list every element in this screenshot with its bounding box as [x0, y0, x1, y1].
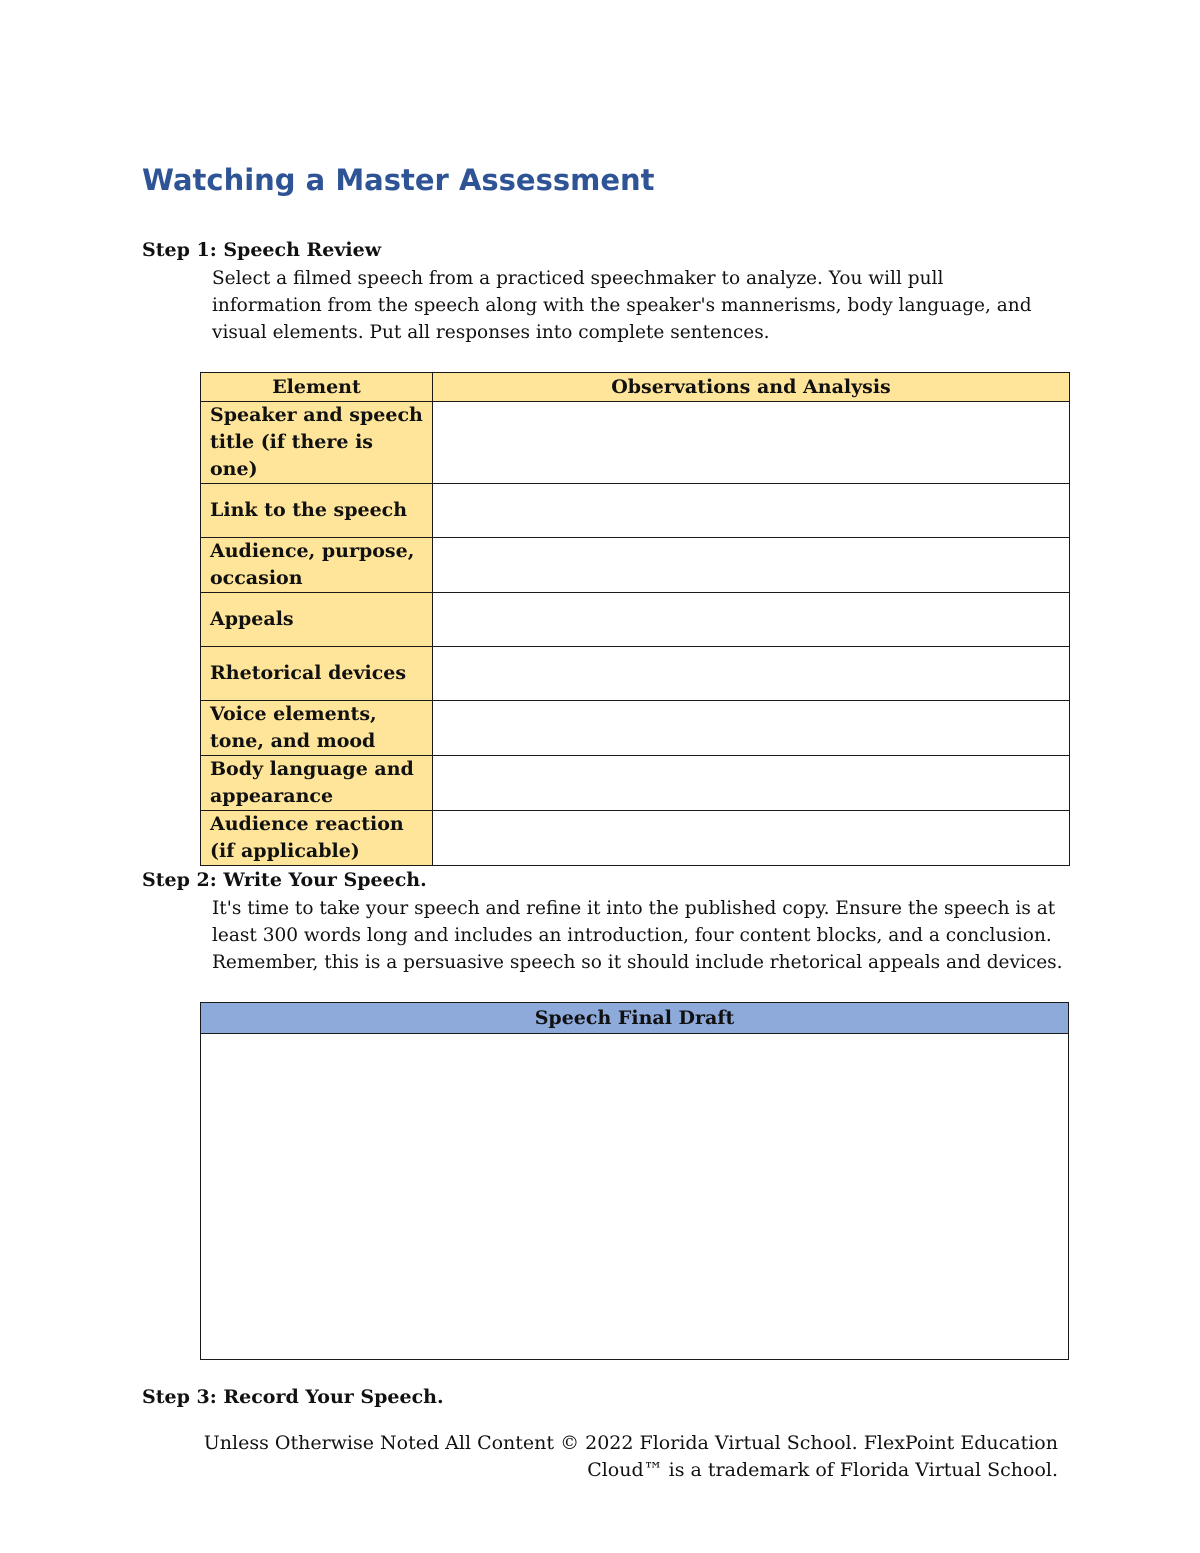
- review-row-rhetorical-devices: [201, 647, 1070, 701]
- row-label: [201, 538, 433, 593]
- step2-instructions: [212, 895, 1072, 976]
- speech-review-table: [200, 372, 1070, 866]
- element-column-header: Element: [201, 373, 433, 402]
- row-label-line: title (if there is one): [210, 431, 373, 480]
- draft-text-area[interactable]: [201, 1034, 1069, 1360]
- step2-heading: Step 2: Write Your Speech.: [142, 869, 427, 891]
- row-label: [201, 647, 433, 701]
- observation-cell[interactable]: [433, 538, 1070, 593]
- row-label-line: Speaker and speech: [210, 404, 423, 426]
- review-row-audience-purpose: [201, 538, 1070, 593]
- observation-cell[interactable]: [433, 701, 1070, 756]
- review-row-voice-elements: [201, 701, 1070, 756]
- row-label: [201, 756, 433, 811]
- row-label-line: Rhetorical devices: [210, 662, 407, 684]
- step1-instructions: [212, 265, 1072, 346]
- review-row-link: [201, 484, 1070, 538]
- row-label-line: Appeals: [210, 608, 294, 630]
- step2-line: Remember, this is a persuasive speech so it should include rhetorical appeals and devices.: [212, 952, 1063, 973]
- row-label-line: Audience, purpose,: [210, 540, 415, 562]
- step1-heading: Step 1: Speech Review: [142, 239, 382, 261]
- row-label: [201, 811, 433, 866]
- step1-line: Select a filmed speech from a practiced speechmaker to analyze. You will pull: [212, 268, 944, 289]
- step1-line: information from the speech along with the speaker's mannerisms, body language, and: [212, 295, 1032, 316]
- review-row-appeals: [201, 593, 1070, 647]
- row-label-line: (if applicable): [210, 840, 360, 862]
- footer-line: Unless Otherwise Noted All Content © 2022 Florida Virtual School. FlexPoint Education: [203, 1432, 1058, 1454]
- review-row-audience-reaction: [201, 811, 1070, 866]
- row-label-line: Body language and: [210, 758, 414, 780]
- copyright-footer: [204, 1430, 1058, 1484]
- step3-heading: Step 3: Record Your Speech.: [142, 1386, 444, 1408]
- row-label-line: occasion: [210, 567, 303, 589]
- row-label-line: Voice elements,: [210, 703, 377, 725]
- row-label: [201, 593, 433, 647]
- draft-header: Speech Final Draft: [201, 1003, 1069, 1034]
- page-title: Watching a Master Assessment: [142, 163, 655, 197]
- row-label: [201, 402, 433, 484]
- review-row-speaker-title: [201, 402, 1070, 484]
- step2-line: It's time to take your speech and refine it into the published copy. Ensure the speech is at: [212, 898, 1056, 919]
- step1-line: visual elements. Put all responses into complete sentences.: [212, 322, 770, 343]
- observation-cell[interactable]: [433, 593, 1070, 647]
- row-label-line: Audience reaction: [210, 813, 404, 835]
- review-table-header-row: [201, 373, 1070, 402]
- observation-cell[interactable]: [433, 402, 1070, 484]
- row-label-line: tone, and mood: [210, 730, 376, 752]
- observations-column-header: Observations and Analysis: [433, 373, 1070, 402]
- row-label: [201, 484, 433, 538]
- observation-cell[interactable]: [433, 484, 1070, 538]
- row-label-line: appearance: [210, 785, 334, 807]
- speech-final-draft-table: [200, 1002, 1069, 1360]
- observation-cell[interactable]: [433, 647, 1070, 701]
- draft-body-row: [201, 1034, 1069, 1360]
- footer-line: Cloud™ is a trademark of Florida Virtual School.: [587, 1459, 1058, 1481]
- review-row-body-language: [201, 756, 1070, 811]
- row-label: [201, 701, 433, 756]
- row-label-line: Link to the speech: [210, 499, 408, 521]
- draft-header-row: [201, 1003, 1069, 1034]
- step2-line: least 300 words long and includes an introduction, four content blocks, and a conclusion.: [212, 925, 1052, 946]
- observation-cell[interactable]: [433, 811, 1070, 866]
- observation-cell[interactable]: [433, 756, 1070, 811]
